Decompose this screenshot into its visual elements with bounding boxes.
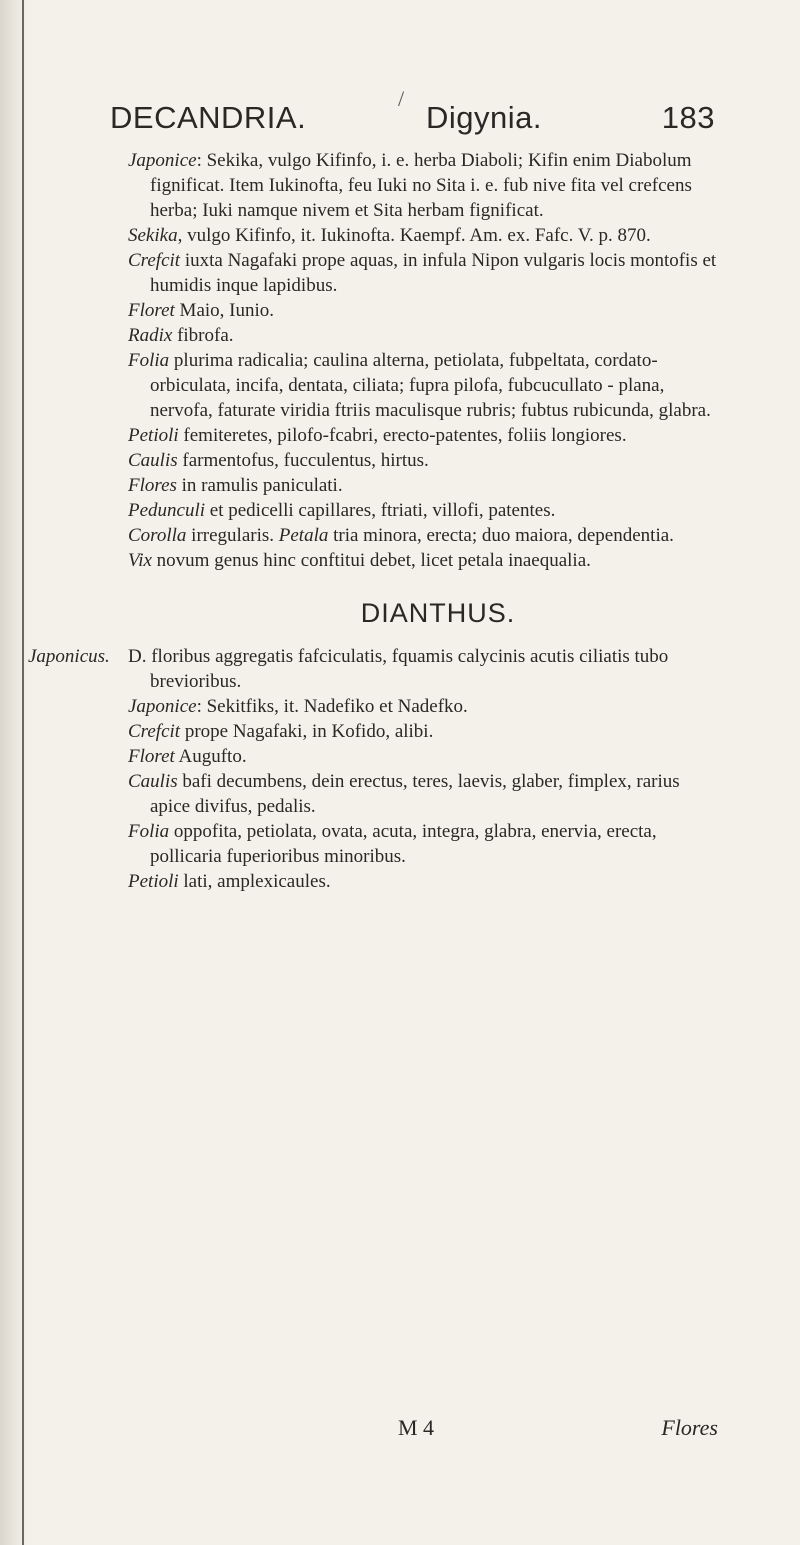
entry-folia: Folia plurima radicalia; caulina alterna, petiolata, fubpeltata, cordato-orbiculata, incifa, dentata, ciliata; fupra pilofa, fubcucullato - plana, nervofa, faturate viridia ftriis maculisque rubris; fubtus rubicunda, glabra.: [128, 350, 711, 421]
species-margin-name: Japonicus.: [28, 646, 110, 667]
page-binding-edge: [0, 0, 28, 1545]
entry-crefcit: Crefcit iuxta Nagafaki prope aquas, in infula Nipon vulgaris locis montofis et humidis inque lapidibus.: [128, 250, 717, 296]
pencil-mark-icon: /: [398, 86, 405, 111]
entry-petioli: Petioli femiteretes, pilofo-fcabri, erecto-patentes, foliis longiores.: [128, 425, 627, 446]
page-number: 183: [661, 100, 715, 135]
species-entry-petioli: Petioli lati, amplexicaules.: [128, 871, 331, 892]
entry-pedunculi: Pedunculi et pedicelli capillares, ftriati, villofi, patentes.: [128, 500, 556, 521]
header-class: DECANDRIA.: [110, 100, 307, 135]
entry-caulis: Caulis farmentofus, fucculentus, hirtus.: [128, 450, 429, 471]
entry-radix: Radix fibrofa.: [128, 325, 234, 346]
species-entry-floret: Floret Augufto.: [128, 746, 247, 767]
species-entry-caulis: Caulis bafi decumbens, dein erectus, teres, laevis, glaber, fimplex, rarius apice divifus, pedalis.: [128, 771, 680, 817]
header-order: Digynia.: [425, 100, 542, 135]
running-header: [110, 100, 715, 136]
entry-corolla: Corolla irregularis. Petala tria minora, erecta; duo maiora, dependentia.: [128, 525, 674, 546]
page-body: [28, 148, 718, 894]
species-entry-japonice: Japonice: Sekitfiks, it. Nadefiko et Nadefko.: [128, 696, 468, 717]
catchword: Flores: [661, 1415, 718, 1440]
signature-mark: M 4: [398, 1415, 435, 1440]
species-entry-crefcit: Crefcit prope Nagafaki, in Kofido, alibi.: [128, 721, 434, 742]
entry-japonice: Japonice: Sekika, vulgo Kifinfo, i. e. herba Diaboli; Kifin enim Diabolum fignificat. Item Iukinofta, feu Iuki no Sita i. e. fub nive fita vel crefcens herba; Iuki namque nivem et Sita herbam fignificat.: [128, 150, 692, 221]
entry-floret: Floret Maio, Iunio.: [128, 300, 275, 321]
entry-vix: Vix novum genus hinc conftitui debet, licet petala inaequalia.: [128, 550, 591, 571]
genus-heading: DIANTHUS.: [360, 598, 516, 628]
species-entry-folia: Folia oppofita, petiolata, ovata, acuta, integra, glabra, enervia, erecta, pollicaria fuperioribus minoribus.: [128, 821, 657, 867]
species-block: [28, 644, 718, 894]
species-diagnosis: D. floribus aggregatis fafciculatis, fquamis calycinis acutis ciliatis tubo brevioribus.: [128, 646, 669, 692]
entry-sekika: Sekika, vulgo Kifinfo, it. Iukinofta. Kaempf. Am. ex. Fafc. V. p. 870.: [128, 225, 651, 246]
entry-flores: Flores in ramulis paniculati.: [128, 475, 343, 496]
